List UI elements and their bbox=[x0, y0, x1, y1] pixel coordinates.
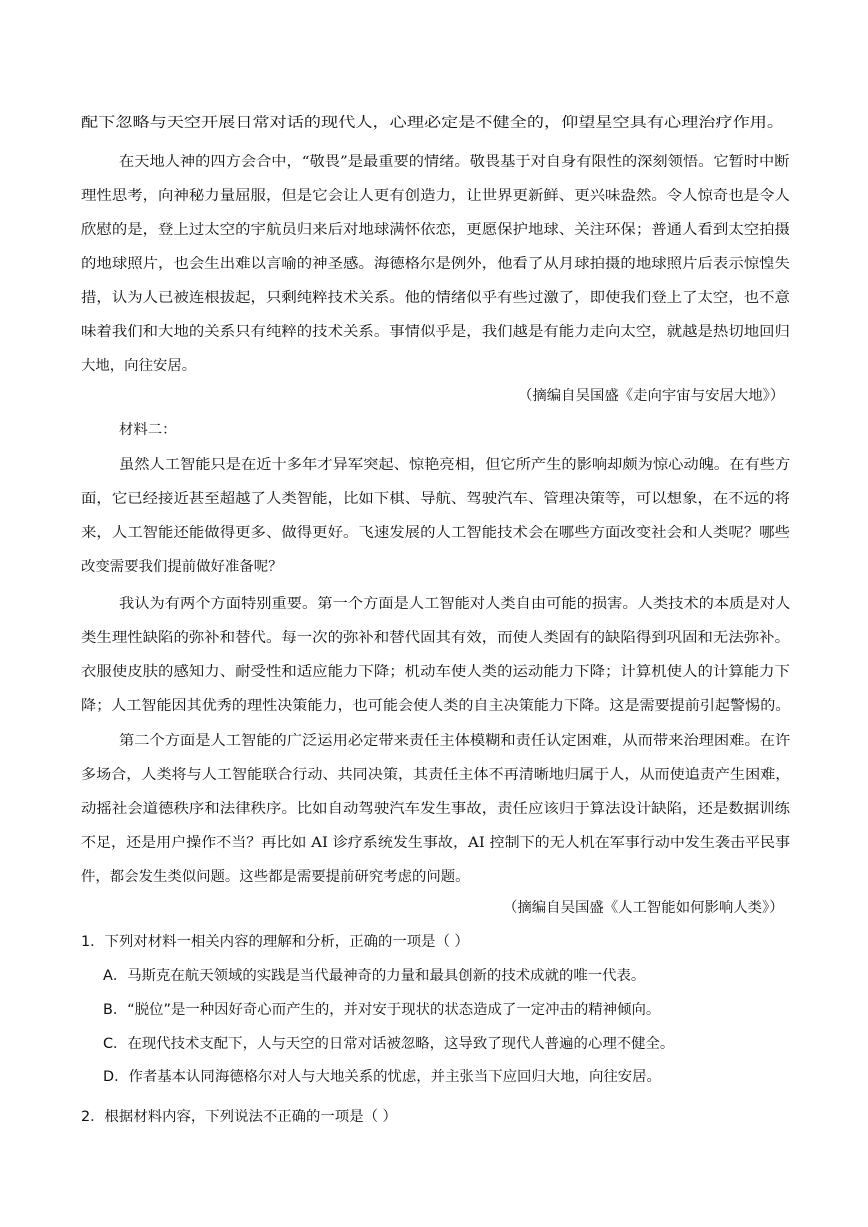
paragraph-line: 衣服使皮肤的感知力、耐受性和适应能力下降；机动车使人类的运动能力下降；计算机使人的计算能力下 bbox=[81, 664, 790, 680]
paragraph-line: 欣慰的是，登上过太空的宇航员归来后对地球满怀依恋，更愿保护地球、关注环保；普通人看到太空拍摄 bbox=[81, 222, 790, 238]
paragraph-line: 改变需要我们提前做好准备呢？ bbox=[81, 559, 283, 575]
paragraph-line: 第二个方面是人工智能的广泛运用必定带来责任主体模糊和责任认定困难，从而带来治理困难。在许 bbox=[119, 733, 791, 749]
question-stem: 1．下列对材料一相关内容的理解和分析，正确的一项是（ ） bbox=[81, 934, 469, 950]
paragraph-line: 味着我们和大地的关系只有纯粹的技术关系。事情似乎是，我们越是有能力走向太空，就越是热切地回归 bbox=[81, 324, 790, 340]
paragraph-line: 来，人工智能还能做得更多、做得更好。飞速发展的人工智能技术会在哪些方面改变社会和人类呢？哪些 bbox=[81, 525, 790, 541]
paragraph-line: 动摇社会道德秩序和法律秩序。比如自动驾驶汽车发生事故，责任应该归于算法设计缺陷，还是数据训练 bbox=[81, 801, 790, 817]
answer-option: C．在现代技术支配下，人与天空的日常对话被忽略，这导致了现代人普遍的心理不健全。 bbox=[103, 1036, 675, 1052]
section-heading: 材料二： bbox=[119, 422, 177, 438]
paragraph-line: 的地球照片，也会生出难以言喻的神圣感。海德格尔是例外，他看了从月球拍摄的地球照片后表示惊惶失 bbox=[81, 256, 790, 272]
question-stem: 2．根据材料内容，下列说法不正确的一项是（ ） bbox=[81, 1109, 397, 1125]
paragraph-line: 件，都会发生类似问题。这些都是需要提前研究考虑的问题。 bbox=[81, 869, 470, 885]
paragraph-line: 在天地人神的四方会合中，“敬畏”是最重要的情绪。敬畏基于对自身有限性的深刻领悟。它暂时中断 bbox=[119, 154, 790, 170]
paragraph-line: 配下忽略与天空开展日常对话的现代人，心理必定是不健全的，仰望星空具有心理治疗作用。 bbox=[81, 115, 785, 131]
source-citation: （摘编自吴国盛《走向宇宙与安居大地》） bbox=[518, 388, 785, 404]
paragraph-line: 面，它已经接近甚至超越了人类智能，比如下棋、导航、驾驶汽车、管理决策等，可以想象，在不远的将 bbox=[81, 491, 790, 507]
paragraph-line: 虽然人工智能只是在近十多年才异军突起、惊艳亮相，但它所产生的影响却颇为惊心动魄。在有些方 bbox=[119, 457, 791, 473]
paragraph-line: 大地，向往安居。 bbox=[81, 358, 197, 374]
paragraph-line: 理性思考，向神秘力量屈服，但是它会让人更有创造力，让世界更新鲜、更兴味盎然。令人惊奇也是令人 bbox=[81, 188, 790, 204]
answer-option: D．作者基本认同海德格尔对人与大地关系的忧虑，并主张当下应回归大地，向往安居。 bbox=[103, 1069, 661, 1085]
paragraph-line: 类生理性缺陷的弥补和替代。每一次的弥补和替代固其有效，而使人类固有的缺陷得到巩固和无法弥补。 bbox=[81, 630, 790, 646]
answer-option: B．“脱位”是一种因好奇心而产生的，并对安于现状的状态造成了一定冲击的精神倾向。 bbox=[103, 1002, 661, 1018]
source-citation: （摘编自吴国盛《人工智能如何影响人类》） bbox=[503, 900, 784, 916]
paragraph-line: 措，认为人已被连根拔起，只剩纯粹技术关系。他的情绪似乎有些过激了，即使我们登上了太空，也不意 bbox=[81, 290, 790, 306]
paragraph-line: 不足，还是用户操作不当？再比如 AI 诊疗系统发生事故，AI 控制下的无人机在军事行动中发生袭击平民事 bbox=[81, 835, 791, 851]
answer-option: A．马斯克在航天领域的实践是当代最神奇的力量和最具创新的技术成就的唯一代表。 bbox=[103, 968, 646, 984]
paragraph-line: 我认为有两个方面特别重要。第一个方面是人工智能对人类自由可能的损害。人类技术的本质是对人 bbox=[119, 596, 791, 612]
paragraph-line: 多场合，人类将与人工智能联合行动、共同决策，其责任主体不再清晰地归属于人，从而使追责产生困难， bbox=[81, 767, 791, 783]
paragraph-line: 降；人工智能因其优秀的理性决策能力，也可能会使人类的自主决策能力下降。这是需要提前引起警惕的。 bbox=[81, 698, 791, 714]
